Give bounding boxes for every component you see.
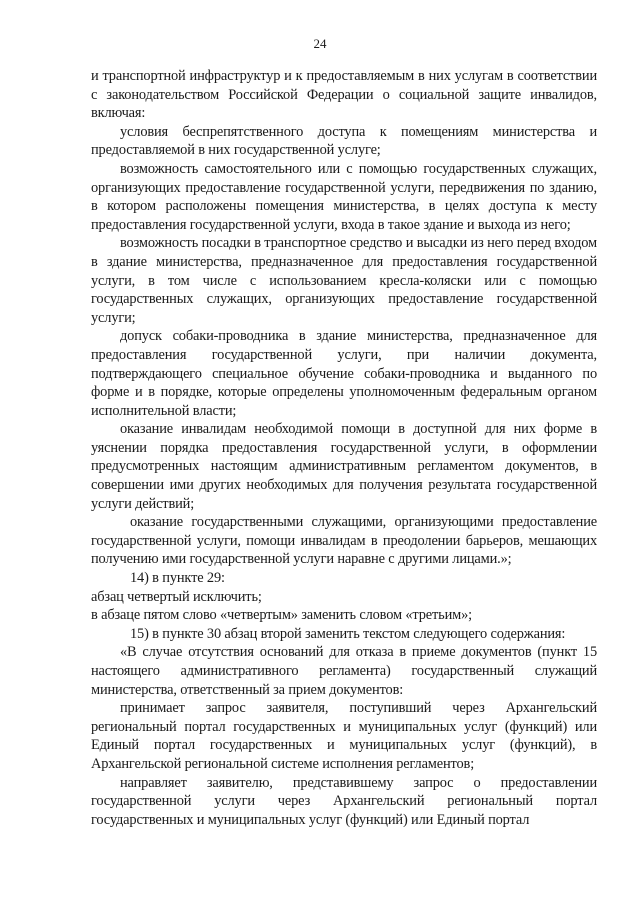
paragraph-barriers: оказание государственными служащими, организующими предоставление государственной услуги, помощи инвалидам в преодолении барьеров, мешающих получению ими государственной услуги наравне с другими лицами.»;	[91, 514, 597, 568]
document-body	[91, 67, 597, 829]
paragraph-guide-dog: допуск собаки-проводника в здание министерства, предназначенное для предоставления государственной услуги, при наличии документа, подтверждающего специальное обучение собаки-проводника и выданного по форме и в порядке, которые определены уполномоченным федеральным органом исполнительной власти;	[91, 328, 597, 419]
paragraph-movement: возможность самостоятельного или с помощью государственных служащих, организующих предоставление государственной услуги, передвижения по зданию, в котором расположены помещения министерства, в целях доступа к месту предоставления государственной услуги, входа в такое здание и выхода из него;	[91, 160, 597, 233]
paragraph-item-15: 15) в пункте 30 абзац второй заменить текстом следующего содержания:	[130, 625, 566, 642]
paragraph-accepts-request: принимает запрос заявителя, поступивший через Архангельский региональный портал государственных и муниципальных услуг (функций) или Единый портал государственных и муниципальных услуг (функций), в Архангельской региональной системе исполнения регламентов;	[91, 700, 597, 772]
page-number: 24	[313, 36, 327, 51]
paragraph-intro: и транспортной инфраструктур и к предоставляемым в них услугам в соответствии с законодательством Российской Федерации о социальной защите инвалидов, включая:	[91, 68, 597, 122]
paragraph-sends-to-applicant: направляет заявителю, представившему запрос о предоставлении государственной услуги через Архангельский региональный портал государственных и муниципальных услуг (функций) или Единый портал	[91, 774, 597, 828]
paragraph-vehicle-boarding: возможность посадки в транспортное средство и высадки из него перед входом в здание министерства, предназначенное для предоставления государственной услуги, в том числе с использованием кресла-коляски или с помощью государственных служащих, организующих предоставление государственной услуги;	[91, 235, 597, 326]
paragraph-item-14: 14) в пункте 29:	[130, 570, 225, 587]
paragraph-no-grounds: «В случае отсутствия оснований для отказа в приеме документов (пункт 15 настоящего административного регламента) государственный служащий министерства, ответственный за прием документов:	[91, 644, 597, 698]
paragraph-assistance: оказание инвалидам необходимой помощи в доступной для них форме в уяснении порядка предоставления государственной услуги, в оформлении предусмотренных настоящим административным регламентом документов, в совершении ими других необходимых для получения результата государственной услуги действий;	[91, 421, 597, 512]
paragraph-access-conditions: условия беспрепятственного доступа к помещениям министерства и предоставляемой в них государственной услуге;	[91, 123, 597, 159]
paragraph-remove-fourth: абзац четвертый исключить;	[91, 588, 262, 605]
paragraph-replace-word: в абзаце пятом слово «четвертым» заменить словом «третьим»;	[91, 607, 472, 624]
